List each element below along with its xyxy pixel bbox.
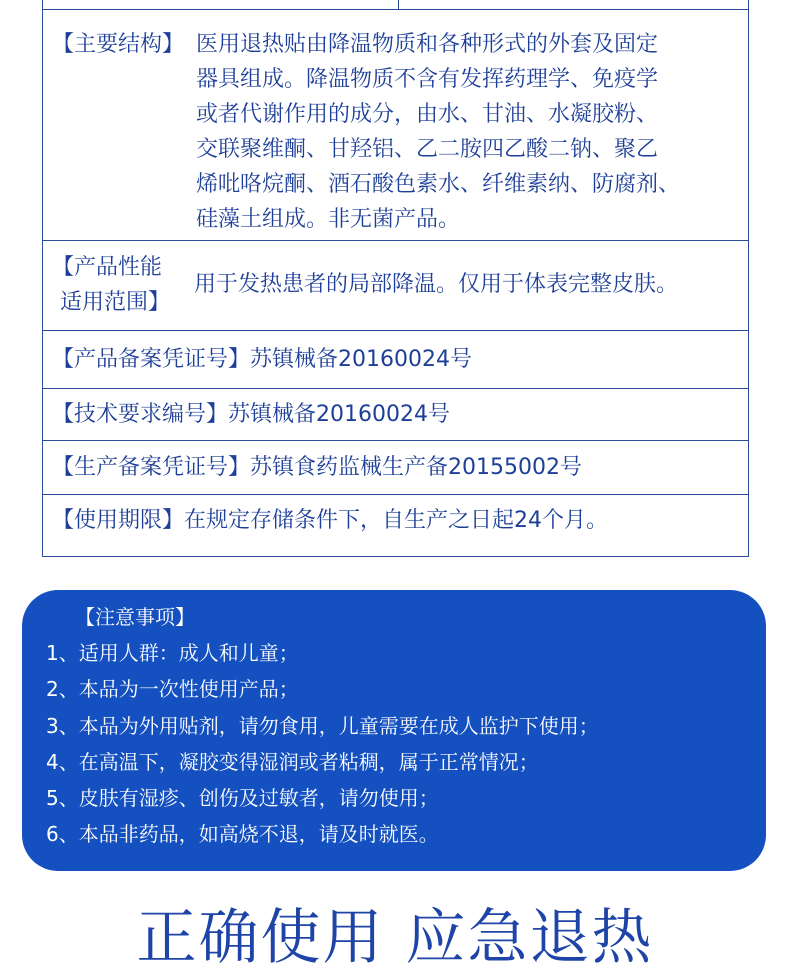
precaution-item: 1、适用人群：成人和儿童； [46, 641, 299, 665]
structure-line: 医用退热贴由降温物质和各种形式的外套及固定 [196, 32, 659, 57]
structure-line: 器具组成。降温物质不含有发挥药理学、免疫学 [196, 67, 659, 92]
performance-label-line2: 适用范围】 [60, 290, 171, 315]
structure-line: 交联聚维酮、甘羟铝、乙二胺四乙酸二钠、聚乙 [196, 137, 659, 162]
precaution-item: 5、皮肤有湿疹、创伤及过敏者，请勿使用； [46, 786, 439, 811]
production-text: 【生产备案凭证号】苏镇食药监械生产备20155002号 [52, 455, 582, 480]
performance-label-line1: 【产品性能 [52, 255, 163, 280]
structure-text [196, 27, 736, 237]
precaution-item: 2、本品为一次性使用产品； [46, 677, 299, 702]
column-divider [398, 0, 399, 9]
precautions-title: 【注意事项】 [75, 605, 195, 629]
structure-line: 烯吡咯烷酮、酒石酸色素水、纤维素纳、防腐剂、 [196, 172, 681, 197]
registration-text: 【产品备案凭证号】苏镇械备20160024号 [52, 347, 472, 372]
structure-line: 硅藻土组成。非无菌产品。 [196, 207, 461, 232]
row-technical-number [43, 388, 748, 440]
precaution-item: 4、在高温下，凝胶变得湿润或者粘稠，属于正常情况； [46, 749, 539, 774]
performance-label [52, 250, 170, 320]
spec-table [42, 0, 749, 557]
precautions-box [22, 590, 766, 871]
structure-label: 【主要结构】 [52, 32, 185, 57]
performance-text: 用于发热患者的局部降温。仅用于体表完整皮肤。 [194, 272, 679, 297]
precaution-item: 6、本品非药品，如高烧不退，请及时就医。 [46, 822, 439, 847]
row-performance-scope [43, 240, 748, 330]
structure-line: 或者代谢作用的成分，由水、甘油、水凝胶粉、 [196, 102, 659, 127]
row-registration-number [43, 330, 748, 388]
row-validity-period [43, 494, 748, 557]
precaution-item: 3、本品为外用贴剂，请勿食用，儿童需要在成人监护下使用； [46, 713, 599, 738]
slogan-heading: 正确使用 应急退热 [136, 903, 654, 973]
validity-text: 【使用期限】在规定存储条件下，自生产之日起24个月。 [52, 508, 608, 533]
row-main-structure [43, 9, 748, 240]
technical-text: 【技术要求编号】苏镇械备20160024号 [52, 402, 450, 427]
row-production-number [43, 440, 748, 494]
precautions-list [46, 635, 599, 853]
